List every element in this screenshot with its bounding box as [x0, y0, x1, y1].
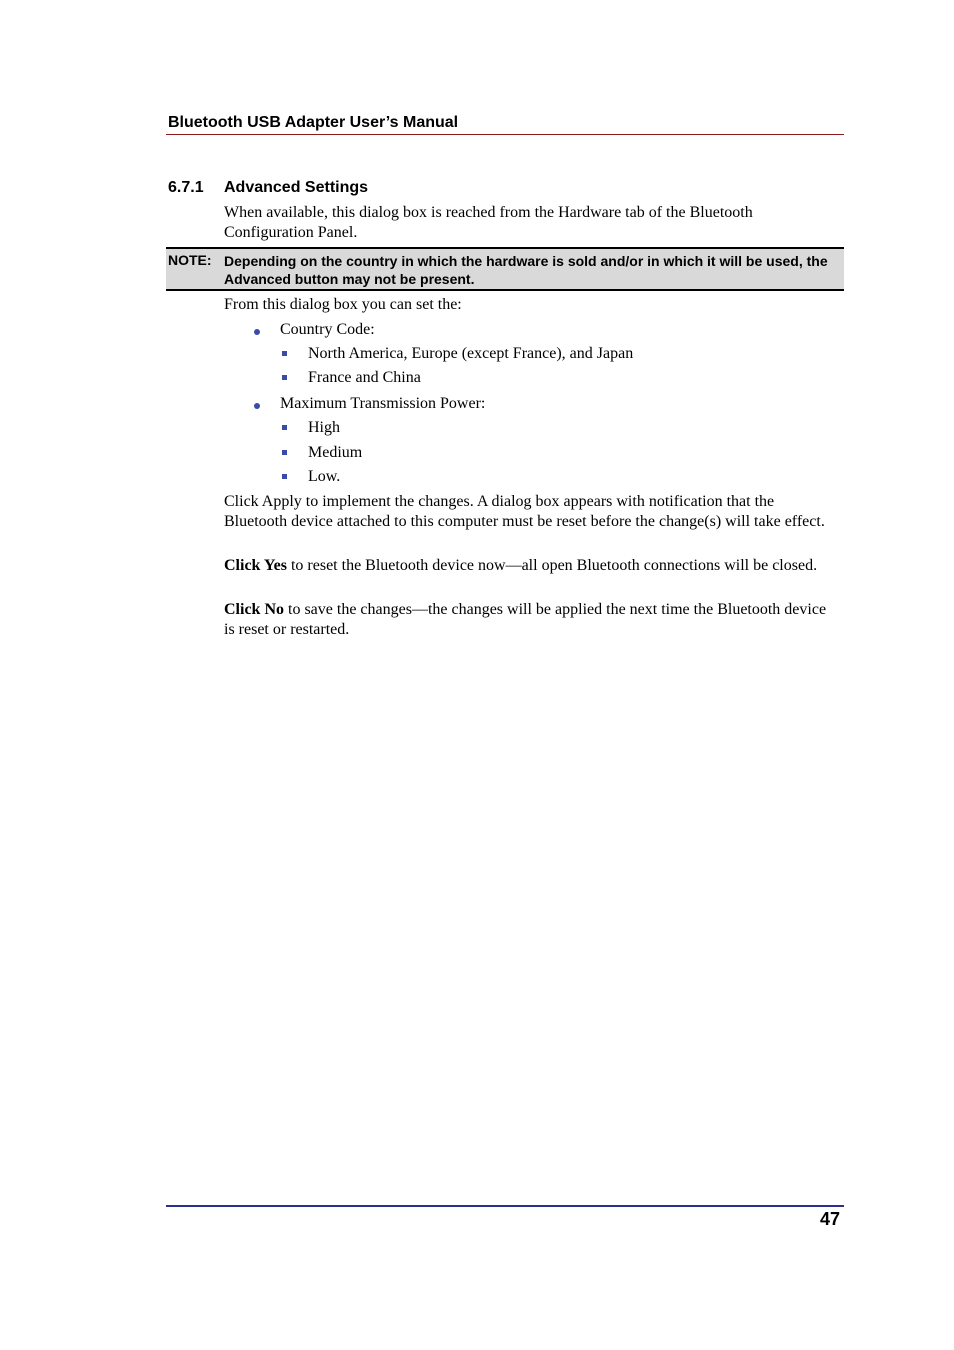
sub-list-item: France and China — [308, 369, 421, 386]
page-number: 47 — [820, 1209, 841, 1229]
section-title: Advanced Settings — [224, 179, 369, 196]
no-bold: Click No — [224, 601, 284, 618]
list-item: Maximum Transmission Power: — [280, 395, 486, 412]
bullet-square-icon — [282, 351, 287, 356]
intro-paragraph: When available, this dialog box is reached from the Hardware tab of the Bluetooth Configuration Panel. — [224, 204, 753, 241]
no-paragraph — [224, 600, 834, 640]
sub-list-item: Low. — [308, 468, 341, 485]
bullet-dot-icon — [254, 403, 260, 409]
note-label: NOTE: — [168, 252, 212, 268]
no-text: to save the changes—the changes will be applied the next time the Bluetooth device is reset or restarted. — [224, 601, 827, 638]
yes-paragraph — [224, 556, 834, 576]
bullet-square-icon — [282, 375, 287, 380]
footer-rule — [166, 1205, 844, 1207]
bullet-dot-icon — [254, 329, 260, 335]
yes-text: to reset the Bluetooth device now—all open Bluetooth connections will be closed. — [286, 557, 818, 574]
bullet-square-icon — [282, 450, 287, 455]
sub-list-item: North America, Europe (except France), and Japan — [308, 345, 634, 362]
section-number: 6.7.1 — [168, 179, 204, 196]
sub-list-item: Medium — [308, 444, 363, 461]
apply-paragraph: Click Apply to implement the changes. A dialog box appears with notification that the Bluetooth device attached to this computer must be reset before the change(s) will take effect. — [224, 493, 825, 530]
bullet-square-icon — [282, 474, 287, 479]
bullet-square-icon — [282, 425, 287, 430]
running-header-title: Bluetooth USB Adapter User’s Manual — [168, 114, 459, 131]
yes-bold: Click Yes — [224, 557, 287, 574]
sub-list-item: High — [308, 419, 340, 436]
note-box — [166, 247, 844, 291]
header-rule — [166, 134, 844, 135]
note-text: Depending on the country in which the hardware is sold and/or in which it will be used, the Advanced button may not be present. — [224, 253, 828, 287]
lead-paragraph: From this dialog box you can set the: — [224, 296, 462, 313]
list-item: Country Code: — [280, 321, 375, 338]
